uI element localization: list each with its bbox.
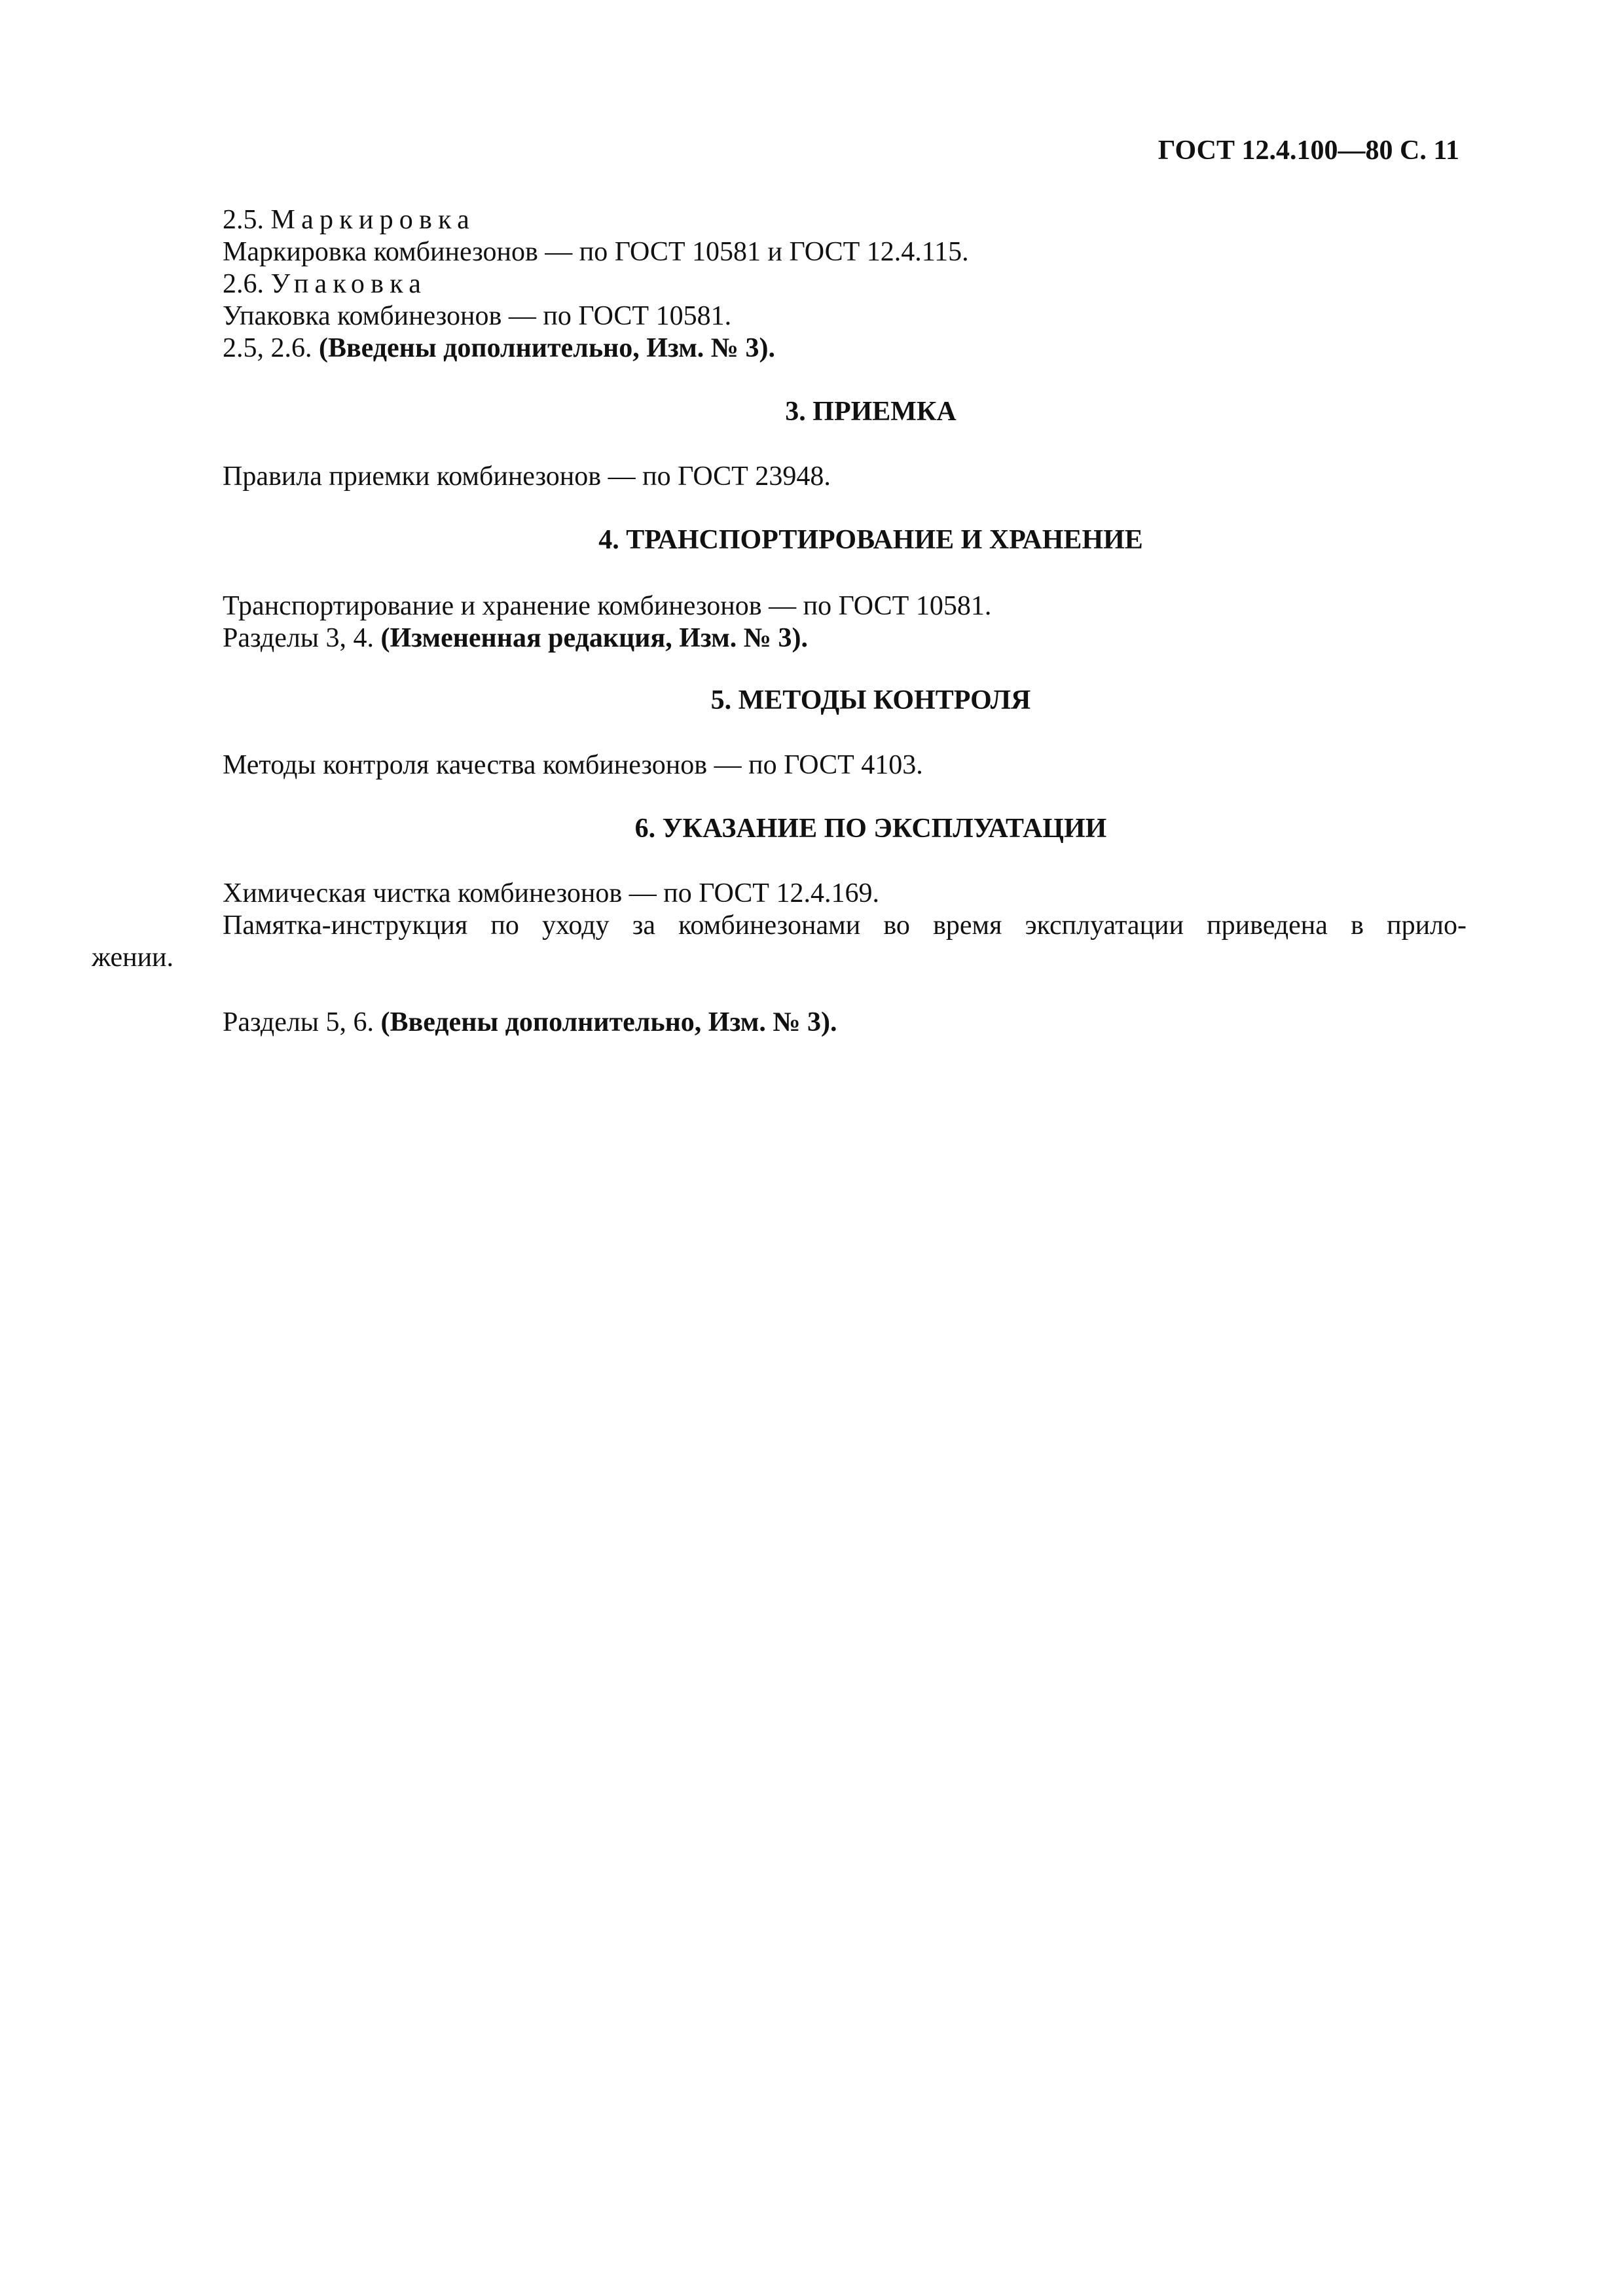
section-5-title: 5. МЕТОДЫ КОНТРОЛЯ — [710, 685, 1031, 715]
section-2-note-text: (Введены дополнительно, Изм. № 3). — [319, 333, 775, 363]
section-4-note-prefix: Разделы 3, 4. — [223, 623, 374, 653]
section-6-note-prefix: Разделы 5, 6. — [223, 1007, 374, 1037]
section-6-amendment-note — [223, 1007, 1467, 1039]
item-2-5-heading — [223, 204, 1467, 236]
section-2-note-prefix: 2.5, 2.6. — [223, 333, 312, 363]
item-2-6-title: Упаковка — [270, 269, 428, 299]
section-4-text: Транспортирование и хранение комбинезонов — по ГОСТ 10581. — [223, 591, 992, 621]
item-2-6-text: Упаковка комбинезонов — по ГОСТ 10581. — [223, 301, 732, 331]
section-6-text-1: Химическая чистка комбинезонов — по ГОСТ 12.4.169. — [223, 878, 879, 908]
document-body — [92, 204, 1467, 1039]
item-2-5-text: Маркировка комбинезонов — по ГОСТ 10581 и ГОСТ 12.4.115. — [223, 237, 969, 267]
running-head: ГОСТ 12.4.100—80 С. 11 — [1158, 135, 1459, 166]
section-5-text: Методы контроля качества комбинезонов — по ГОСТ 4103. — [223, 750, 923, 780]
section-6-text-2-line-1: Памятка-инструкция по уходу за комбинезонами во время эксплуатации приведена в прило- — [223, 910, 1467, 941]
item-2-5-number: 2.5. — [223, 205, 264, 235]
section-3-text: Правила приемки комбинезонов — по ГОСТ 23948. — [223, 461, 831, 492]
section-2-amendment-note — [223, 332, 1467, 365]
section-6-text-2-line-2: жении. — [92, 942, 174, 973]
section-6-note-text: (Введены дополнительно, Изм. № 3). — [380, 1007, 837, 1037]
section-3-title: 3. ПРИЕМКА — [785, 397, 957, 427]
section-4-amendment-note — [223, 622, 1467, 655]
item-2-5-title: Маркировка — [270, 205, 476, 235]
section-4-title: 4. ТРАНСПОРТИРОВАНИЕ И ХРАНЕНИЕ — [598, 525, 1143, 555]
item-2-6-heading — [223, 268, 1467, 300]
section-6-title: 6. УКАЗАНИЕ ПО ЭКСПЛУАТАЦИИ — [634, 814, 1107, 844]
item-2-6-number: 2.6. — [223, 269, 264, 299]
section-4-note-text: (Измененная редакция, Изм. № 3). — [380, 623, 808, 653]
